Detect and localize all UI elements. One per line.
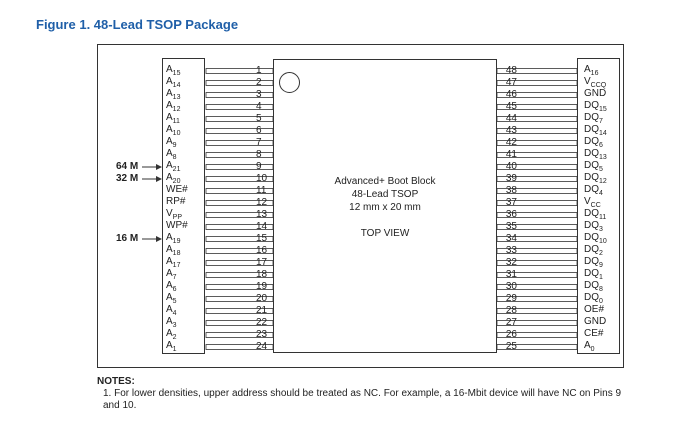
signal-subscript: 2 xyxy=(599,250,603,257)
pin-number-28: 28 xyxy=(505,305,517,316)
signal-subscript: 19 xyxy=(172,238,181,245)
signal-name: GND xyxy=(584,316,607,327)
signal-name: DQ xyxy=(584,220,599,231)
signal-subscript: CCQ xyxy=(590,82,607,89)
pin-number-15: 15 xyxy=(256,233,268,244)
signal-subscript: 4 xyxy=(599,190,603,197)
signal-label-pin-24 xyxy=(166,341,177,355)
pin-number-26: 26 xyxy=(505,329,517,340)
signal-name: V xyxy=(584,76,591,87)
package-dimensions: 12 mm x 20 mm xyxy=(349,202,421,213)
signal-label-pin-14 xyxy=(166,221,188,231)
signal-subscript: 14 xyxy=(172,82,181,89)
signal-name: A xyxy=(166,316,173,327)
signal-subscript: 3 xyxy=(172,322,177,329)
density-label: 16 M xyxy=(116,233,139,244)
signal-label-pin-12 xyxy=(166,197,185,207)
signal-name: WP# xyxy=(166,220,188,231)
signal-name: DQ xyxy=(584,112,599,123)
signal-subscript: 10 xyxy=(599,238,607,245)
pin-number-41: 41 xyxy=(505,149,517,160)
pin-number-16: 16 xyxy=(256,245,268,256)
signal-subscript: 7 xyxy=(172,274,177,281)
pin-number-48: 48 xyxy=(505,65,517,76)
signal-name: DQ xyxy=(584,292,599,303)
pin-number-47: 47 xyxy=(505,77,517,88)
pin-number-1: 1 xyxy=(256,65,262,76)
density-label: 64 M xyxy=(116,161,139,172)
pin-number-35: 35 xyxy=(505,221,517,232)
pin-number-44: 44 xyxy=(505,113,517,124)
pin-number-20: 20 xyxy=(256,293,268,304)
signal-subscript: 5 xyxy=(172,298,177,305)
pin-number-21: 21 xyxy=(256,305,268,316)
signal-name: DQ xyxy=(584,244,599,255)
pin-number-19: 19 xyxy=(256,281,268,292)
signal-subscript: 6 xyxy=(599,142,603,149)
figure-title: Figure 1. 48-Lead TSOP Package xyxy=(36,17,239,32)
signal-name: DQ xyxy=(584,280,599,291)
signal-subscript: 1 xyxy=(599,274,603,281)
signal-name: CE# xyxy=(584,328,604,339)
signal-name: A xyxy=(166,172,173,183)
signal-name: DQ xyxy=(584,148,599,159)
signal-subscript: 15 xyxy=(172,70,181,77)
package-type: 48-Lead TSOP xyxy=(351,189,419,200)
signal-label-pin-46 xyxy=(584,89,606,99)
pin-number-43: 43 xyxy=(505,125,517,136)
signal-subscript: 6 xyxy=(172,286,177,293)
pin-number-17: 17 xyxy=(256,257,268,268)
signal-name: A xyxy=(166,76,173,87)
signal-subscript: 11 xyxy=(172,118,180,125)
signal-subscript: 16 xyxy=(590,70,599,77)
signal-name: DQ xyxy=(584,268,599,279)
signal-name: DQ xyxy=(584,172,599,183)
signal-name: A xyxy=(166,112,173,123)
pin-number-12: 12 xyxy=(256,197,268,208)
signal-subscript: PP xyxy=(172,214,183,221)
signal-subscript: 15 xyxy=(599,106,607,113)
signal-name: A xyxy=(166,304,173,315)
signal-name: A xyxy=(166,268,173,279)
signal-name: DQ xyxy=(584,184,599,195)
signal-subscript: 12 xyxy=(172,106,181,113)
pin1-indicator-icon xyxy=(279,72,300,93)
signal-name: A xyxy=(166,256,173,267)
signal-subscript: 9 xyxy=(172,142,177,149)
pin-number-37: 37 xyxy=(505,197,517,208)
pin-number-11: 11 xyxy=(256,185,267,196)
signal-name: A xyxy=(166,292,173,303)
signal-name: A xyxy=(166,148,173,159)
signal-subscript: 9 xyxy=(599,262,603,269)
signal-name: DQ xyxy=(584,100,599,111)
pin-number-5: 5 xyxy=(256,113,262,124)
signal-name: A xyxy=(166,124,173,135)
pin-number-14: 14 xyxy=(256,221,268,232)
signal-name: DQ xyxy=(584,124,599,135)
signal-subscript: 17 xyxy=(172,262,181,269)
pin-number-18: 18 xyxy=(256,269,268,280)
pin-number-7: 7 xyxy=(256,137,262,148)
pin-number-30: 30 xyxy=(505,281,517,292)
signal-subscript: 10 xyxy=(172,130,181,137)
pin-number-32: 32 xyxy=(505,257,517,268)
package-name: Advanced+ Boot Block xyxy=(334,176,436,187)
signal-name: DQ xyxy=(584,232,599,243)
pin-number-27: 27 xyxy=(505,317,517,328)
pin-number-4: 4 xyxy=(256,101,262,112)
signal-subscript: 14 xyxy=(599,130,607,137)
signal-label-pin-27 xyxy=(584,317,606,327)
signal-name: RP# xyxy=(166,196,186,207)
signal-name: DQ xyxy=(584,208,599,219)
signal-subscript: 8 xyxy=(599,286,603,293)
signal-name: A xyxy=(166,88,173,99)
signal-name: DQ xyxy=(584,160,599,171)
signal-name: GND xyxy=(584,88,607,99)
pin-number-23: 23 xyxy=(256,329,268,340)
signal-name: A xyxy=(166,244,173,255)
signal-subscript: 13 xyxy=(599,154,607,161)
signal-name: V xyxy=(166,208,173,219)
signal-name: A xyxy=(166,160,173,171)
signal-subscript: 0 xyxy=(590,346,595,353)
pin-number-6: 6 xyxy=(256,125,262,136)
pin-number-36: 36 xyxy=(505,209,517,220)
signal-name: A xyxy=(166,64,173,75)
signal-subscript: 12 xyxy=(599,178,607,185)
signal-label-pin-25 xyxy=(584,341,595,355)
pin-number-2: 2 xyxy=(256,77,262,88)
pin-number-9: 9 xyxy=(256,161,262,172)
pin-number-46: 46 xyxy=(505,89,517,100)
pin-number-33: 33 xyxy=(505,245,517,256)
notes-item: 1. For lower densities, upper address should be treated as NC. For example, a 16-Mbit device will have NC on Pins 9 and 10. xyxy=(103,388,622,411)
signal-name: A xyxy=(166,280,173,291)
signal-name: OE# xyxy=(584,304,605,315)
signal-name: A xyxy=(166,340,173,351)
signal-subscript: 11 xyxy=(599,214,607,221)
signal-subscript: 3 xyxy=(599,226,603,233)
pin-number-8: 8 xyxy=(256,149,262,160)
signal-name: A xyxy=(166,136,173,147)
signal-label-pin-28 xyxy=(584,305,604,315)
signal-label-pin-11 xyxy=(166,185,188,195)
pin-number-22: 22 xyxy=(256,317,268,328)
pin-number-10: 10 xyxy=(256,173,268,184)
signal-subscript: CC xyxy=(590,202,601,209)
pin-number-25: 25 xyxy=(505,341,517,352)
signal-subscript: 21 xyxy=(172,166,181,173)
pin-number-42: 42 xyxy=(505,137,517,148)
notes-heading: NOTES: xyxy=(97,376,135,387)
pin-number-38: 38 xyxy=(505,185,517,196)
signal-subscript: 18 xyxy=(172,250,181,257)
density-label: 32 M xyxy=(116,173,139,184)
signal-name: A xyxy=(584,340,591,351)
signal-subscript: 13 xyxy=(172,94,181,101)
signal-name: DQ xyxy=(584,136,599,147)
signal-name: A xyxy=(584,64,591,75)
pin-number-13: 13 xyxy=(256,209,268,220)
pin-number-40: 40 xyxy=(505,161,517,172)
pin-number-3: 3 xyxy=(256,89,262,100)
signal-name: A xyxy=(166,328,173,339)
signal-subscript: 1 xyxy=(172,346,177,353)
signal-subscript: 7 xyxy=(599,118,603,125)
pin-number-39: 39 xyxy=(505,173,517,184)
signal-name: WE# xyxy=(166,184,188,195)
signal-subscript: 20 xyxy=(172,178,181,185)
signal-name: A xyxy=(166,232,173,243)
pin-number-34: 34 xyxy=(505,233,517,244)
signal-name: DQ xyxy=(584,256,599,267)
pin-number-45: 45 xyxy=(505,101,517,112)
view-label: TOP VIEW xyxy=(360,228,410,239)
signal-subscript: 4 xyxy=(172,310,177,317)
signal-subscript: 5 xyxy=(599,166,603,173)
pin-number-29: 29 xyxy=(505,293,517,304)
signal-subscript: 8 xyxy=(172,154,177,161)
signal-label-pin-26 xyxy=(584,329,603,339)
signal-name: V xyxy=(584,196,591,207)
pin-number-24: 24 xyxy=(256,341,268,352)
pin-number-31: 31 xyxy=(505,269,517,280)
signal-name: A xyxy=(166,100,173,111)
signal-subscript: 0 xyxy=(599,298,603,305)
signal-subscript: 2 xyxy=(172,334,177,341)
